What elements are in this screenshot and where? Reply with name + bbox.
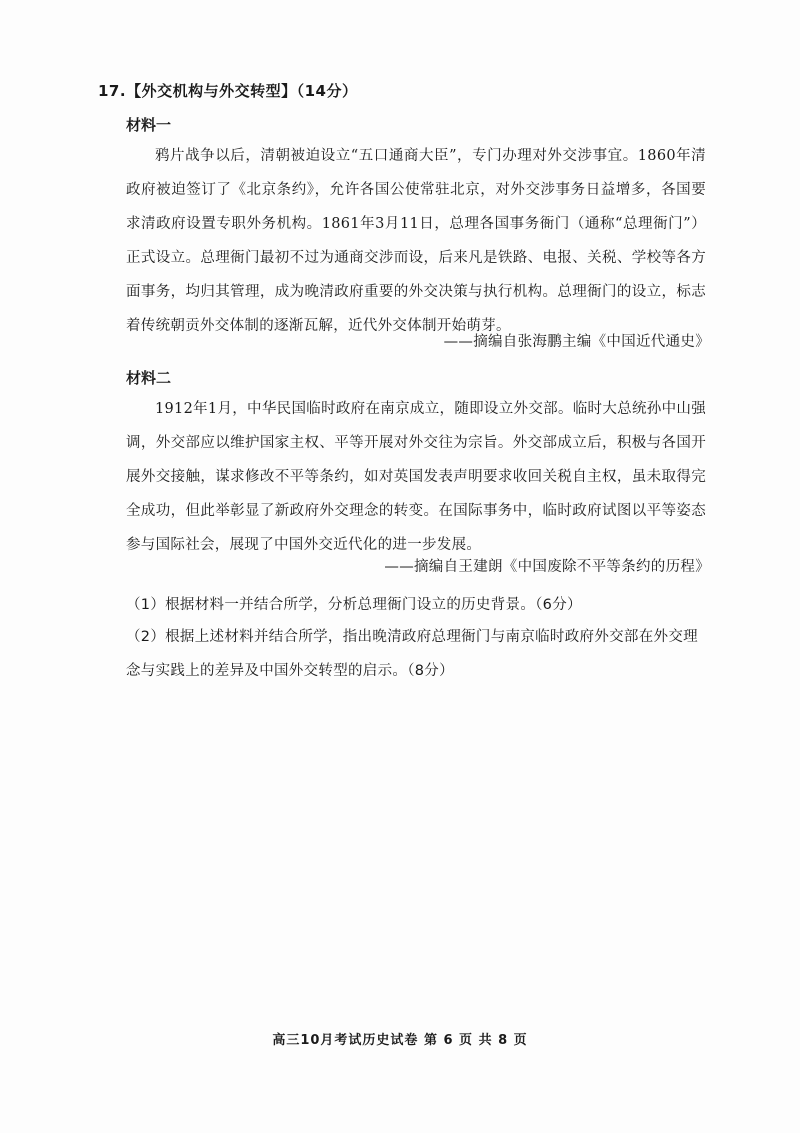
material-1-heading: 材料一 [126, 116, 172, 134]
sub-question-2: （2）根据上述材料并结合所学，指出晚清政府总理衙门与南京临时政府外交部在外交理念与实践上的差异及中国外交转型的启示。（8分） [126, 629, 698, 679]
material-2-source: ——摘编自王建朗《中国废除不平等条约的历程》 [384, 559, 710, 575]
material-1-source: ——摘编自张海鹏主编《中国近代通史》 [443, 334, 710, 350]
material-2-heading: 材料二 [126, 369, 172, 387]
material-1-text: 鸦片战争以后，清朝被迫设立“五口通商大臣”，专门办理对外交涉事宜。1860年清政府被迫签订了《北京条约》，允许各国公使常驻北京，对外交涉事务日益增多，各国要求清政府设置专职外务机构。1861年3月11日，总理各国事务衙门（通称“总理衙门”）正式设立。总理衙门最初不过为通商交涉而设，后来凡是铁路、电报、关税、学校等各方面事务，均归其管理，成为晚清政府重要的外交决策与执行机构。总理衙门的设立，标志着传统朝贡外交体制的逐渐瓦解，近代外交体制开始萌芽。 [126, 148, 706, 334]
sub-question-1: （1）根据材料一并结合所学，分析总理衙门设立的历史背景。（6分） [126, 597, 582, 613]
question-title: 17.【外交机构与外交转型】（14分） [98, 82, 358, 100]
page-footer: 高三10月考试历史试卷 第 6 页 共 8 页 [272, 1033, 528, 1048]
material-2-text: 1912年1月，中华民国临时政府在南京成立，随即设立外交部。临时大总统孙中山强调，外交部应以维护国家主权、平等开展对外交往为宗旨。外交部成立后，积极与各国开展外交接触，谋求修改不平等条约，如对英国发表声明要求收回关税自主权，虽未取得完全成功，但此举彰显了新政府外交理念的转变。在国际事务中，临时政府试图以平等姿态参与国际社会，展现了中国外交近代化的进一步发展。 [126, 401, 706, 553]
